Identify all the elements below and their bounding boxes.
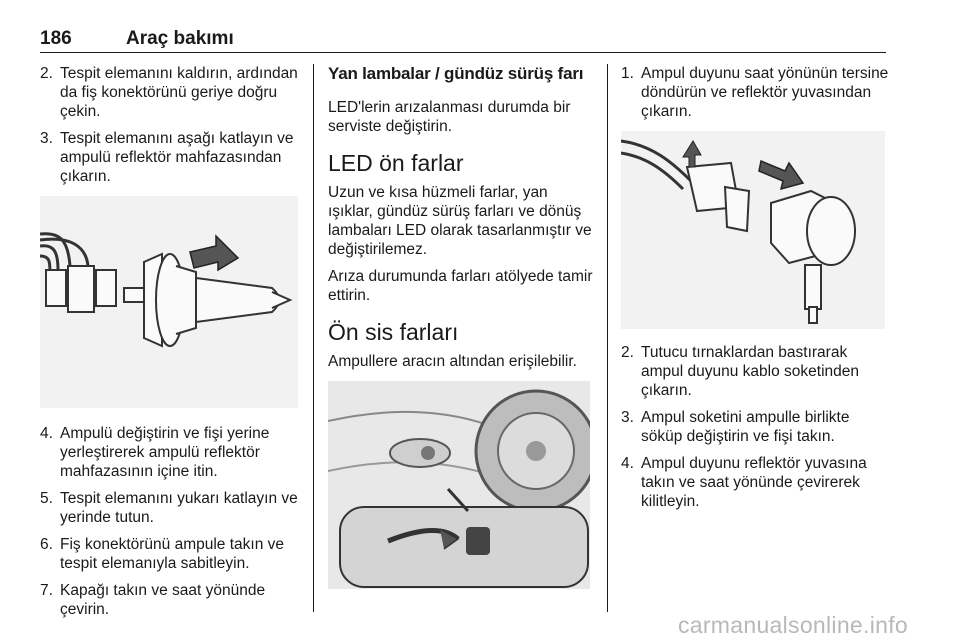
step-number: 6. (40, 536, 53, 553)
step-number: 4. (40, 425, 53, 442)
step-number: 4. (621, 455, 634, 472)
page-header (40, 26, 886, 53)
step-text: Fiş konektörünü ampule takın ve tespit elemanıyla sabitleyin. (60, 536, 285, 572)
led-text: Uzun ve kısa hüzmeli farlar, yan ışıklar, gündüz sürüş farları ve dönüş lambaları LED olarak tasarlanmıştır ve değiştirilemez. (328, 184, 592, 258)
step-number: 1. (621, 65, 634, 82)
steps-list (621, 64, 889, 121)
step-number: 3. (40, 130, 53, 147)
step-text: Ampul soketini ampulle birlikte söküp değiştirin ve fişi takın. (641, 409, 850, 445)
side-lamps-heading: Yan lambalar / gündüz sürüş farı (328, 64, 584, 83)
h7-bulb-illustration (40, 196, 298, 408)
fog-lamps-text: Ampullere aracın altından erişilebilir. (328, 353, 577, 370)
column-3 (621, 64, 889, 519)
column-1 (40, 64, 298, 627)
list-item (40, 64, 298, 121)
step-text: Tespit elemanını kaldırın, ardından da fiş konektörünü geriye doğru çekin. (60, 65, 298, 120)
led-headlights-heading: LED ön farlar (328, 150, 464, 176)
step-text: Ampul duyunu saat yönünün tersine döndürün ve reflektör yuvasından çıkarın. (641, 65, 889, 120)
step-text: Ampulü değiştirin ve fişi yerine yerleştirerek ampulü reflektör mahfazasının içine itin. (60, 425, 270, 480)
step-text: Tutucu tırnaklardan bastırarak ampul duyunu kablo soketinden çıkarın. (641, 344, 860, 399)
list-item (40, 535, 298, 573)
column-divider (607, 64, 608, 612)
step-text: Tespit elemanını aşağı katlayın ve ampulü reflektör mahfazasından çıkarın. (60, 130, 294, 185)
steps-list (40, 64, 298, 186)
list-item (40, 129, 298, 186)
list-item (621, 343, 889, 400)
list-item (40, 489, 298, 527)
fog-bulb-socket-illustration (621, 131, 885, 329)
watermark: carmanualsonline.info (677, 612, 908, 638)
step-number: 2. (621, 344, 634, 361)
led-text: Arıza durumunda farları atölyede tamir ettirin. (328, 268, 593, 304)
page-number: 186 (40, 28, 72, 49)
side-lamps-text: LED'lerin arızalanması durumda bir serviste değiştirin. (328, 99, 571, 135)
chapter-title: Araç bakımı (126, 28, 234, 49)
step-number: 5. (40, 490, 53, 507)
steps-list (621, 343, 889, 511)
step-text: Kapağı takın ve saat yönünde çevirin. (60, 582, 266, 618)
list-item (621, 408, 889, 446)
list-item (621, 454, 889, 511)
fog-lamps-heading: Ön sis farları (328, 319, 459, 345)
step-number: 7. (40, 582, 53, 599)
fog-lamp-location-illustration (328, 381, 590, 589)
list-item (40, 581, 298, 619)
step-text: Ampul duyunu reflektör yuvasına takın ve saat yönünde çevirerek kilitleyin. (641, 455, 867, 510)
step-text: Tespit elemanını yukarı katlayın ve yerinde tutun. (60, 490, 298, 526)
column-divider (313, 64, 314, 612)
step-number: 2. (40, 65, 53, 82)
step-number: 3. (621, 409, 634, 426)
list-item (621, 64, 889, 121)
list-item (40, 424, 298, 481)
steps-list (40, 424, 298, 619)
column-2 (328, 64, 596, 589)
